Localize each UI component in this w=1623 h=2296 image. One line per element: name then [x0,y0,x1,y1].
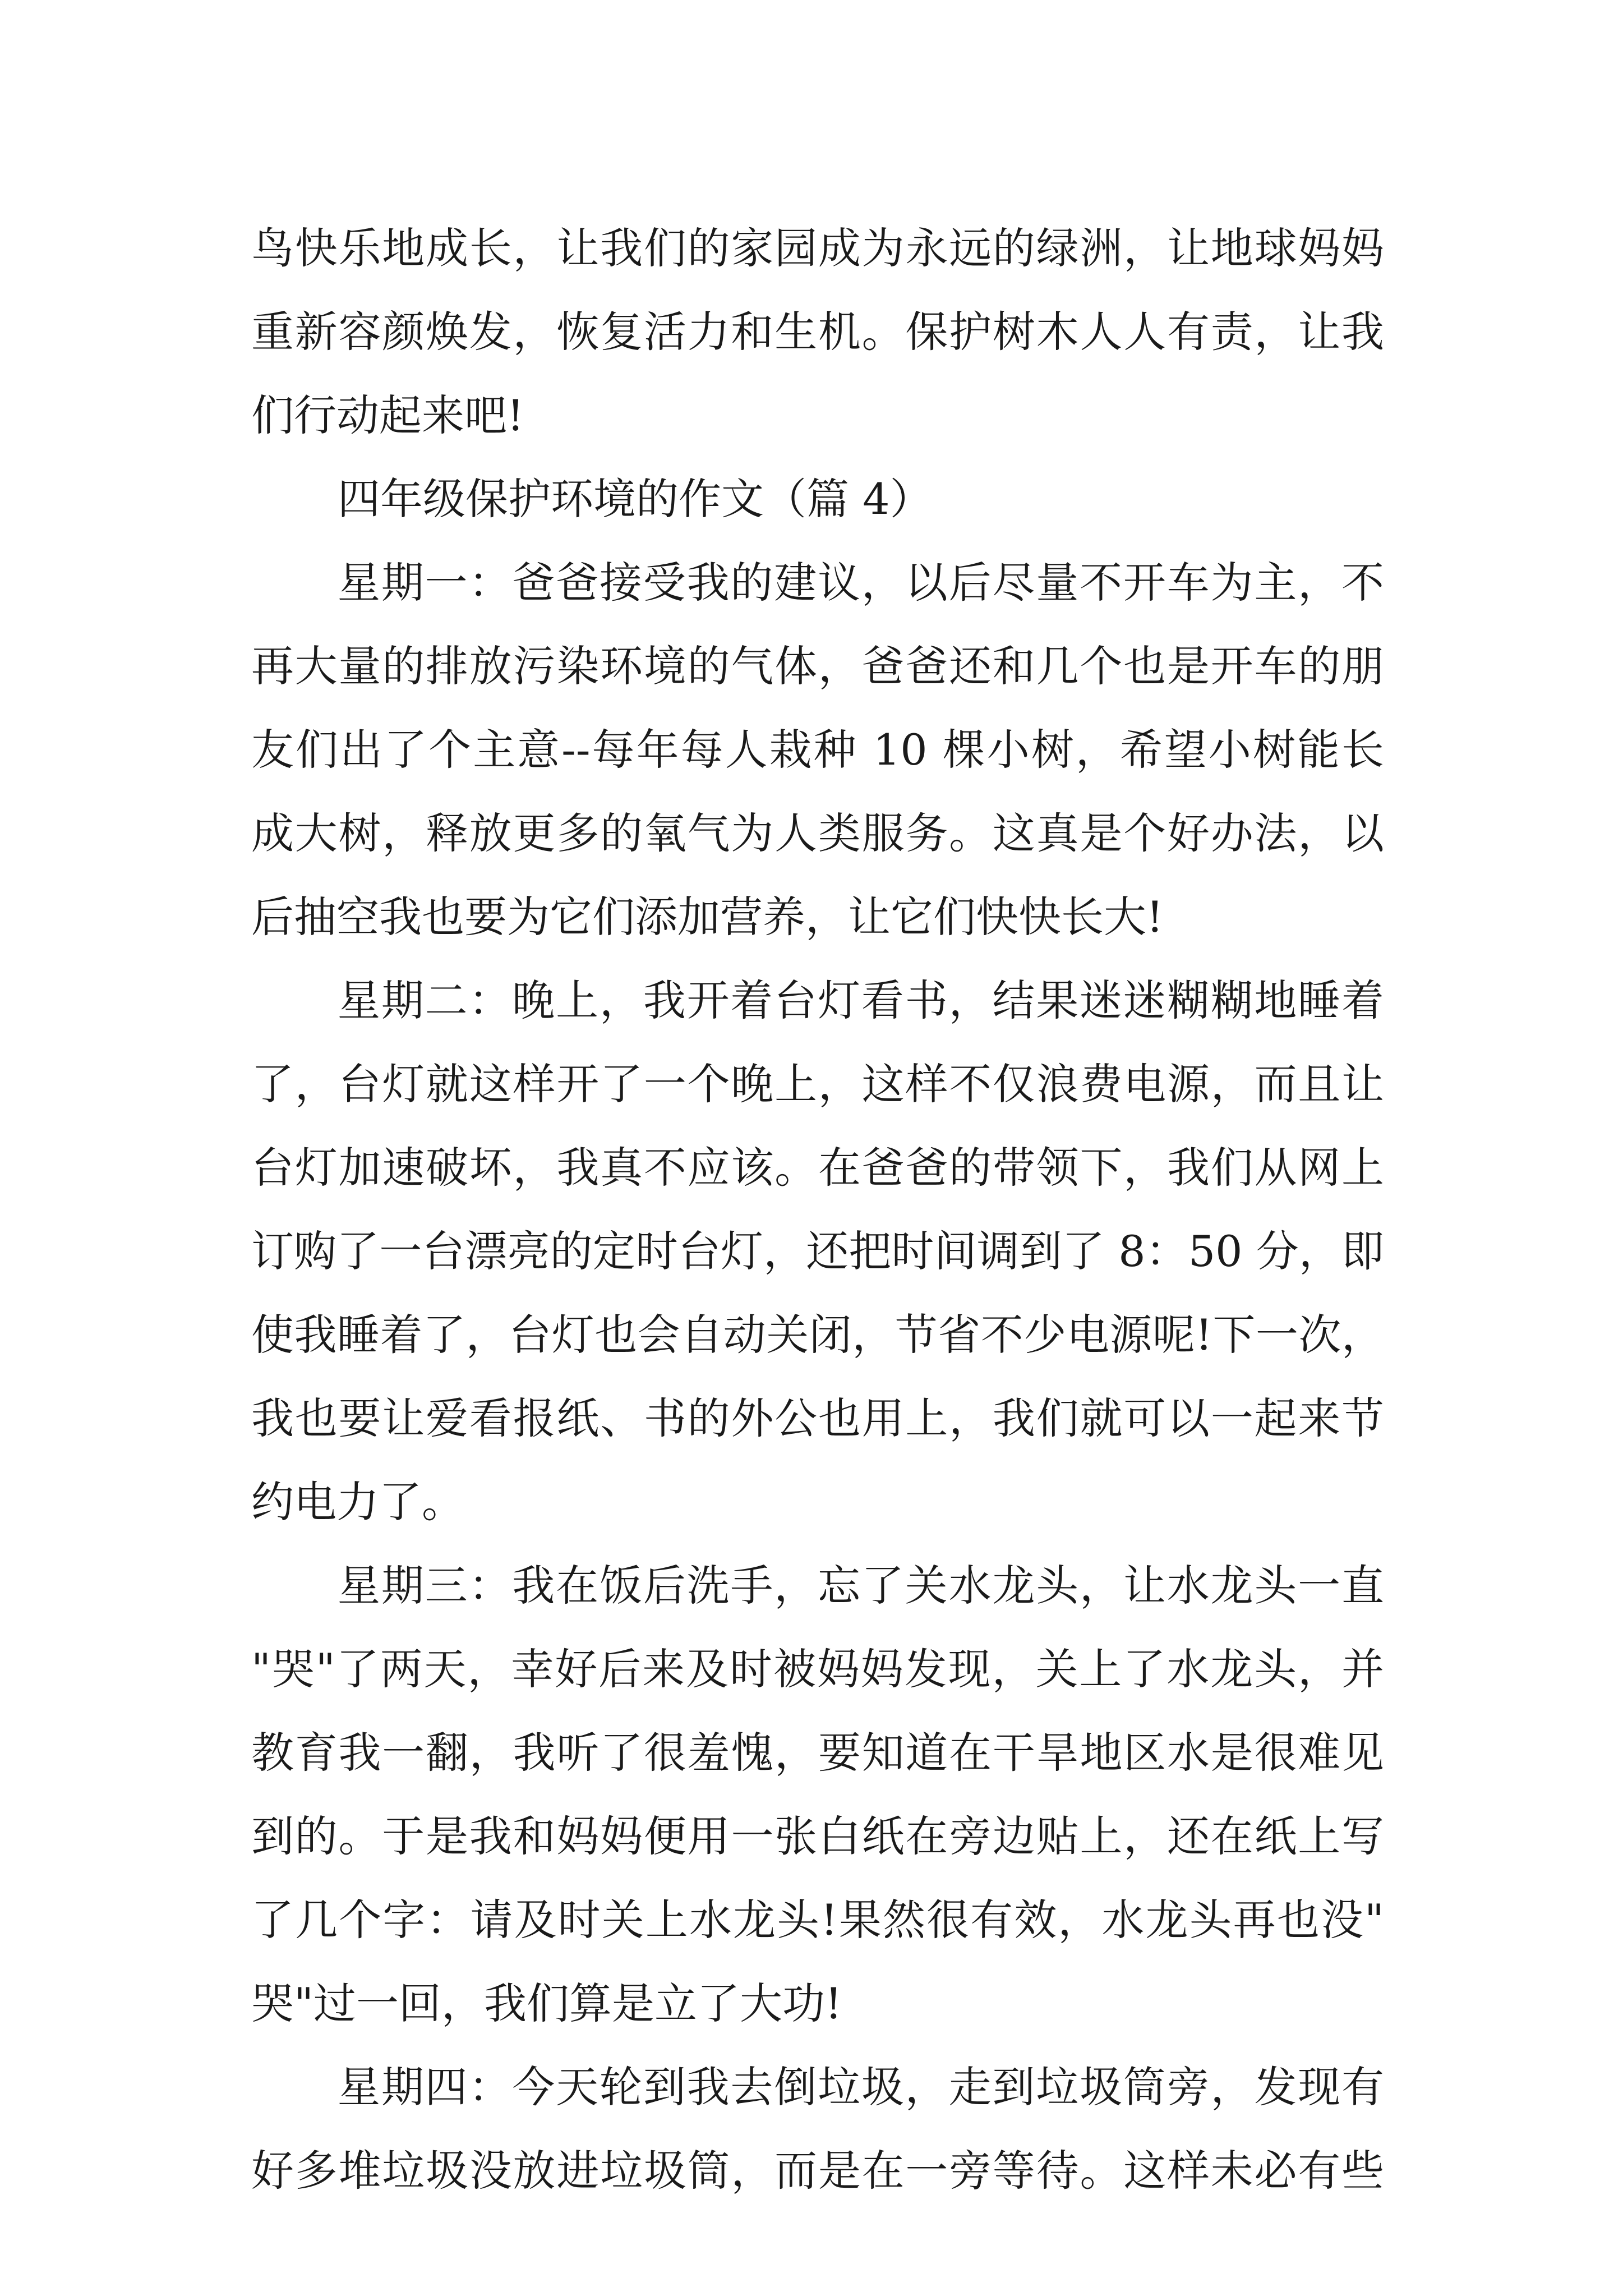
text-line: 友们出了个主意--每年每人栽种 10 棵小树，希望小树能长 [251,725,1384,775]
text-line: 重新容颜焕发，恢复活力和生机。保护树木人人有责，让我 [251,307,1384,357]
text-line: 后抽空我也要为它们添加营养，让它们快快长大! [251,892,1164,942]
text-line: 了几个字：请及时关上水龙头!果然很有效，水龙头再也没" [251,1895,1384,1945]
text-line: 使我睡着了，台灯也会自动关闭，节省不少电源呢!下一次， [251,1310,1384,1360]
text-line: 好多堆垃圾没放进垃圾筒，而是在一旁等待。这样未必有些 [251,2146,1384,2196]
text-line: 哭"过一回，我们算是立了大功! [251,1978,842,2028]
text-line: 了，台灯就这样开了一个晚上，这样不仅浪费电源，而且让 [251,1059,1384,1109]
text-line: 们行动起来吧! [251,390,524,440]
text-line: 成大树，释放更多的氧气为人类服务。这真是个好办法，以 [251,808,1384,858]
text-line: 台灯加速破坏，我真不应该。在爸爸的带领下，我们从网上 [251,1143,1384,1193]
text-line: 星期三：我在饭后洗手，忘了关水龙头，让水龙头一直 [338,1561,1384,1611]
text-line: 星期四：今天轮到我去倒垃圾，走到垃圾筒旁，发现有 [338,2062,1384,2112]
text-line: 鸟快乐地成长，让我们的家园成为永远的绿洲，让地球妈妈 [251,223,1384,273]
text-line: 到的。于是我和妈妈便用一张白纸在旁边贴上，还在纸上写 [251,1811,1384,1861]
text-line: 再大量的排放污染环境的气体，爸爸还和几个也是开车的朋 [251,641,1384,691]
text-line: 我也要让爱看报纸、书的外公也用上，我们就可以一起来节 [251,1393,1384,1443]
text-line: 约电力了。 [251,1477,464,1527]
text-line: "哭"了两天，幸好后来及时被妈妈发现，关上了水龙头，并 [251,1644,1384,1694]
text-line: 星期一：爸爸接受我的建议，以后尽量不开车为主，不 [338,558,1384,608]
text-line: 订购了一台漂亮的定时台灯，还把时间调到了 8：50 分，即 [251,1226,1384,1276]
text-line: 星期二：晚上，我开着台灯看书，结果迷迷糊糊地睡着 [338,976,1384,1025]
document-body [251,206,1384,2212]
section-heading: 四年级保护环境的作文（篇 4） [338,474,933,524]
text-line: 教育我一翻，我听了很羞愧，要知道在干旱地区水是很难见 [251,1728,1384,1778]
